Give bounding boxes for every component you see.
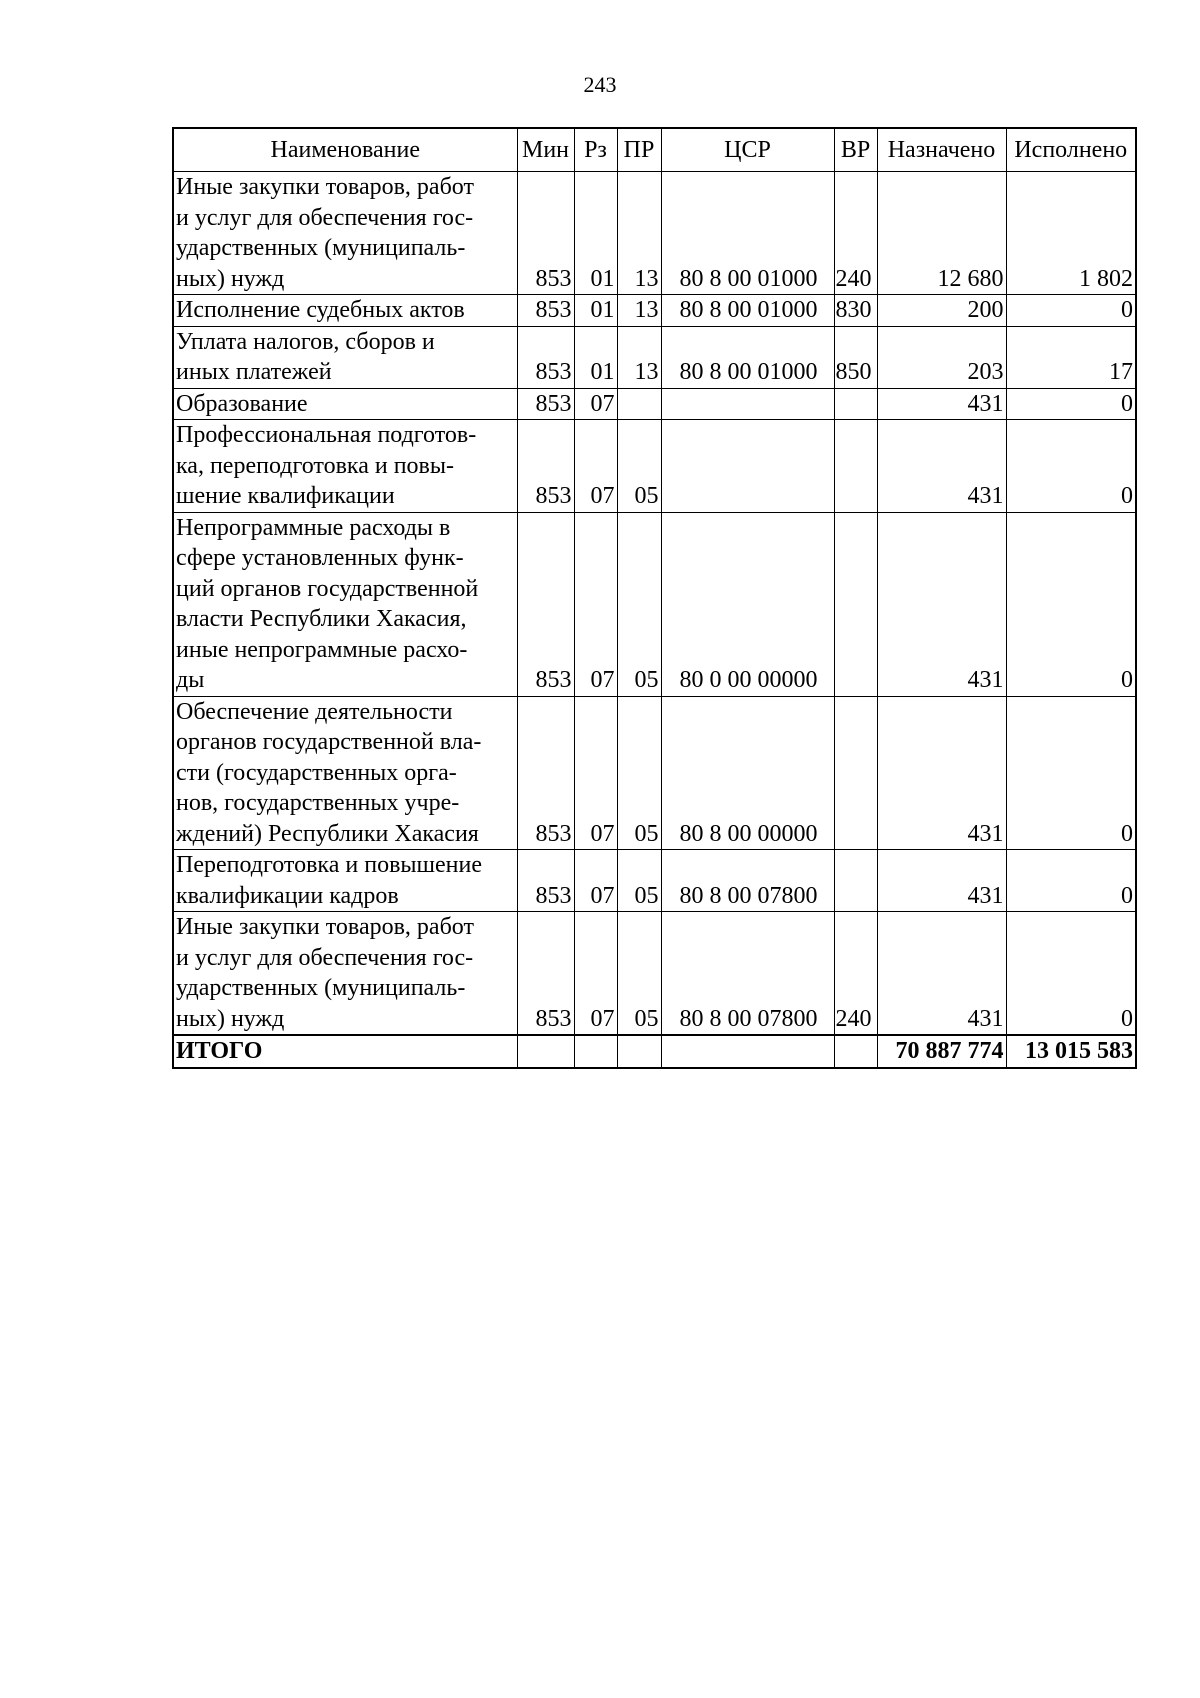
header-csr: ЦСР	[661, 128, 834, 172]
cell-rz: 07	[574, 388, 617, 420]
cell-rz: 07	[574, 420, 617, 513]
cell-pr: 05	[617, 512, 661, 696]
cell-pr: 13	[617, 295, 661, 327]
header-rz: Рз	[574, 128, 617, 172]
total-pr	[617, 1035, 661, 1068]
cell-name-line: шение квалификации	[176, 483, 395, 509]
cell-pr: 05	[617, 696, 661, 850]
cell-name-line: власти Республики Хакасия,	[176, 606, 467, 632]
header-min: Мин	[517, 128, 574, 172]
cell-name-line: иные непрограммные расхо-	[176, 636, 468, 663]
header-vr: ВР	[834, 128, 877, 172]
cell-name-line: сфере установленных функ-	[176, 545, 464, 571]
cell-name-line: Иные закупки товаров, работ	[176, 174, 474, 200]
cell-assigned: 431	[877, 512, 1006, 696]
cell-csr: 80 0 00 00000	[661, 512, 834, 696]
cell-executed: 1 802	[1006, 172, 1136, 295]
cell-name-line: Исполнение судебных актов	[176, 297, 465, 323]
cell-min: 853	[517, 295, 574, 327]
cell-vr: 830	[834, 295, 877, 327]
cell-executed: 17	[1006, 326, 1136, 388]
cell-assigned: 12 680	[877, 172, 1006, 295]
cell-pr: 05	[617, 912, 661, 1036]
total-assigned: 70 887 774	[877, 1035, 1006, 1068]
cell-min: 853	[517, 512, 574, 696]
cell-min: 853	[517, 172, 574, 295]
cell-rz: 01	[574, 295, 617, 327]
cell-csr: 80 8 00 00000	[661, 696, 834, 850]
table-row	[173, 388, 1136, 420]
cell-vr	[834, 850, 877, 912]
budget-table	[172, 127, 1137, 1069]
cell-csr: 80 8 00 01000	[661, 295, 834, 327]
cell-name-line: ных) нужд	[176, 1005, 285, 1032]
cell-name-line: Профессиональная подготов-	[176, 422, 477, 448]
cell-name-line: Иные закупки товаров, работ	[176, 914, 474, 940]
total-row	[173, 1035, 1136, 1068]
table-row	[173, 696, 1136, 850]
cell-name	[173, 172, 517, 295]
cell-name	[173, 326, 517, 388]
cell-min: 853	[517, 912, 574, 1036]
cell-name-line: ка, переподготовка и повы-	[176, 452, 454, 479]
page-number: 243	[583, 72, 617, 97]
header-pr: ПР	[617, 128, 661, 172]
cell-csr	[661, 420, 834, 513]
header-row	[173, 128, 1136, 172]
cell-pr: 13	[617, 172, 661, 295]
cell-min: 853	[517, 388, 574, 420]
table-row	[173, 172, 1136, 295]
cell-name-line: Переподготовка и повышение	[176, 852, 482, 878]
cell-csr	[661, 388, 834, 420]
cell-name-line: ждений) Республики Хакасия	[176, 820, 479, 847]
cell-rz: 07	[574, 696, 617, 850]
cell-min: 853	[517, 326, 574, 388]
cell-name-line: нов, государственных учре-	[176, 790, 460, 816]
cell-min: 853	[517, 696, 574, 850]
total-label: ИТОГО	[173, 1035, 517, 1068]
cell-executed: 0	[1006, 295, 1136, 327]
cell-csr: 80 8 00 01000	[661, 326, 834, 388]
cell-assigned: 431	[877, 850, 1006, 912]
cell-vr: 240	[834, 912, 877, 1036]
header-executed: Исполнено	[1006, 128, 1136, 172]
cell-csr: 80 8 00 07800	[661, 850, 834, 912]
total-vr	[834, 1035, 877, 1068]
cell-assigned: 431	[877, 388, 1006, 420]
cell-rz: 07	[574, 512, 617, 696]
cell-pr	[617, 388, 661, 420]
cell-rz: 07	[574, 912, 617, 1036]
cell-name	[173, 295, 517, 327]
cell-rz: 01	[574, 172, 617, 295]
cell-vr	[834, 512, 877, 696]
cell-csr: 80 8 00 07800	[661, 912, 834, 1036]
cell-name-line: иных платежей	[176, 359, 332, 385]
cell-assigned: 431	[877, 912, 1006, 1036]
cell-name-line: Обеспечение деятельности	[176, 698, 453, 725]
cell-name	[173, 388, 517, 420]
table-row	[173, 295, 1136, 327]
cell-name-line: ных) нужд	[176, 265, 285, 292]
cell-name	[173, 512, 517, 696]
total-min	[517, 1035, 574, 1068]
cell-assigned: 203	[877, 326, 1006, 388]
cell-vr: 850	[834, 326, 877, 388]
cell-name-line: Образование	[176, 390, 308, 417]
cell-name-line: и услуг для обеспечения гос-	[176, 204, 474, 231]
table-row	[173, 850, 1136, 912]
cell-min: 853	[517, 850, 574, 912]
cell-vr: 240	[834, 172, 877, 295]
cell-name-line: ударственных (муниципаль-	[176, 235, 466, 261]
cell-executed: 0	[1006, 912, 1136, 1036]
cell-pr: 13	[617, 326, 661, 388]
cell-name-line: и услуг для обеспечения гос-	[176, 944, 474, 971]
cell-csr: 80 8 00 01000	[661, 172, 834, 295]
cell-name	[173, 420, 517, 513]
cell-assigned: 431	[877, 696, 1006, 850]
cell-executed: 0	[1006, 512, 1136, 696]
cell-assigned: 200	[877, 295, 1006, 327]
total-rz	[574, 1035, 617, 1068]
cell-pr: 05	[617, 850, 661, 912]
cell-rz: 01	[574, 326, 617, 388]
cell-name-line: квалификации кадров	[176, 882, 399, 909]
header-assigned: Назначено	[877, 128, 1006, 172]
cell-name-line: ударственных (муниципаль-	[176, 975, 466, 1001]
cell-pr: 05	[617, 420, 661, 513]
cell-rz: 07	[574, 850, 617, 912]
cell-name-line: органов государственной вла-	[176, 729, 482, 755]
cell-name	[173, 850, 517, 912]
table-body	[173, 172, 1136, 1036]
table-row	[173, 326, 1136, 388]
cell-vr	[834, 420, 877, 513]
cell-executed: 0	[1006, 420, 1136, 513]
cell-name-line: ций органов государственной	[176, 575, 479, 602]
table-row	[173, 912, 1136, 1036]
cell-vr	[834, 388, 877, 420]
cell-name-line: Уплата налогов, сборов и	[176, 328, 435, 355]
cell-vr	[834, 696, 877, 850]
cell-assigned: 431	[877, 420, 1006, 513]
header-name: Наименование	[173, 128, 517, 172]
cell-name	[173, 912, 517, 1036]
table-row	[173, 420, 1136, 513]
cell-executed: 0	[1006, 696, 1136, 850]
cell-name-line: сти (государственных орга-	[176, 759, 457, 786]
cell-min: 853	[517, 420, 574, 513]
total-executed: 13 015 583	[1006, 1035, 1136, 1068]
cell-executed: 0	[1006, 388, 1136, 420]
cell-executed: 0	[1006, 850, 1136, 912]
total-csr	[661, 1035, 834, 1068]
cell-name-line: ды	[176, 667, 205, 693]
cell-name-line: Непрограммные расходы в	[176, 514, 451, 541]
cell-name	[173, 696, 517, 850]
table-row	[173, 512, 1136, 696]
